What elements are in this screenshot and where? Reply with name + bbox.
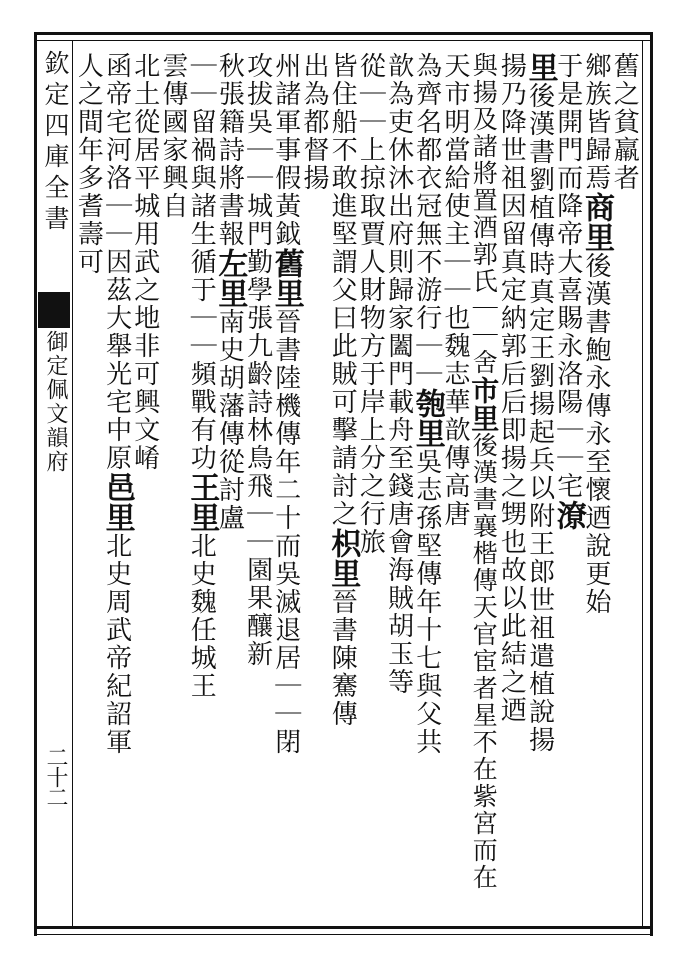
frame-top-inner-rule xyxy=(34,40,652,41)
text-column xyxy=(325,52,361,728)
text-run: 雲傳國家興自 xyxy=(157,52,188,220)
text-run: 後漢書襄楷傳天官宦者星不在紫宮而在 xyxy=(469,432,499,891)
text-run: 出為都督揚 xyxy=(298,52,329,192)
text-column xyxy=(550,52,586,530)
running-title: 欽定四庫全書 xyxy=(41,50,70,236)
text-run: 為齊名都衣冠無不游行｜｜ xyxy=(411,52,442,388)
text-column xyxy=(184,52,220,700)
text-column xyxy=(467,52,501,891)
frame-top-rule xyxy=(34,32,652,35)
text-column xyxy=(243,52,271,668)
text-run: 北史魏任城王 xyxy=(186,532,217,700)
text-run: 循于｜｜頻戰有功 xyxy=(186,248,217,472)
headword: 舊里 xyxy=(268,248,304,308)
text-column xyxy=(356,52,384,556)
text-column xyxy=(300,52,328,192)
text-run: 後漢書劉植傳時真定王劉揚起兵以附王郎世祖遣植說揚 xyxy=(524,82,555,754)
text-run: 門勤學張九齡詩林鳥飛｜｜園果釀新 xyxy=(242,220,273,668)
text-run: 與揚及諸將置酒郭氏｜｜舍 xyxy=(469,52,499,376)
frame-right-inner-rule xyxy=(642,40,643,928)
text-run: 歆為吏休沐出府則歸家闔門 xyxy=(383,52,414,388)
text-run: 北史周武帝紀詔軍 xyxy=(101,532,132,756)
headword: 商里 xyxy=(578,192,614,252)
headword: 潦 xyxy=(550,500,586,530)
text-run: 天市明當給使主｜｜也魏志華歆傳高唐 xyxy=(439,52,470,528)
text-column xyxy=(497,52,525,724)
text-run: 函帝宅河洛｜｜因茲大舉光宅中原 xyxy=(101,52,132,472)
fishtail-mark xyxy=(38,292,70,328)
text-run: 人之間年多耆壽可 xyxy=(73,52,104,276)
text-run: 鄉族皆歸焉 xyxy=(580,52,611,192)
headword: 王里 xyxy=(184,472,220,532)
text-column xyxy=(578,52,614,616)
text-column xyxy=(268,52,304,756)
text-run: 後漢書鮑永傳永至懷迺說更始 xyxy=(580,252,611,616)
text-column xyxy=(74,52,102,276)
text-run: 南史胡藩傳從討盧 xyxy=(214,308,245,532)
frame-right-rule xyxy=(650,32,653,936)
text-run: 州諸軍事假黃鉞 xyxy=(270,52,301,248)
page-number: 二十二 xyxy=(43,746,68,806)
headword: 市里 xyxy=(467,376,501,432)
text-run: 晉書陸機傳年二十而吳滅退居｜｜閉 xyxy=(270,308,301,756)
text-run: ｜｜留禍與諸生 xyxy=(186,52,217,248)
text-column xyxy=(131,52,159,472)
text-run: 揚乃降世祖因留真定納郭后后即揚之甥也故以此結之迺 xyxy=(496,52,527,724)
text-column xyxy=(409,52,445,756)
text-run: 皆住船不敢進堅謂父曰此賊可擊請討之 xyxy=(327,52,358,528)
text-column xyxy=(212,52,248,532)
text-column xyxy=(441,52,469,528)
text-run: 秋張籍詩將書報 xyxy=(214,52,245,248)
text-run: 舊之貧羸者 xyxy=(609,52,640,192)
text-column xyxy=(99,52,135,756)
text-column xyxy=(522,52,558,754)
text-run: 吳志孫堅傳年十七與父共 xyxy=(411,448,442,756)
book-subtitle: 御定佩文韻府 xyxy=(43,330,68,474)
text-run: ｜｜宅 xyxy=(552,416,583,500)
text-run: 從｜｜上掠取賈人財物方于岸上分之行旅 xyxy=(355,52,386,556)
text-run: 于是開門而降帝大喜賜永洛陽 xyxy=(552,52,583,416)
text-run: 晉書陳騫傳 xyxy=(327,588,358,728)
headword: 邑里 xyxy=(99,472,135,532)
headword: 左里 xyxy=(212,248,248,308)
headword: 枳里 xyxy=(325,528,361,588)
text-column xyxy=(610,52,638,192)
text-run: 載舟至錢唐會海賊胡玉等 xyxy=(383,388,414,696)
frame-bottom-rule xyxy=(34,926,652,929)
headword: 里 xyxy=(522,52,558,82)
text-column xyxy=(159,52,187,220)
text-column xyxy=(384,52,412,696)
text-run: 北土從居平城用武之地非可興文崤 xyxy=(129,52,160,472)
frame-left-rule xyxy=(34,32,37,936)
text-run: 攻拔吳｜｜城 xyxy=(242,52,273,220)
frame-bottom-inner-rule xyxy=(34,934,652,935)
headword: 匏里 xyxy=(409,388,445,448)
